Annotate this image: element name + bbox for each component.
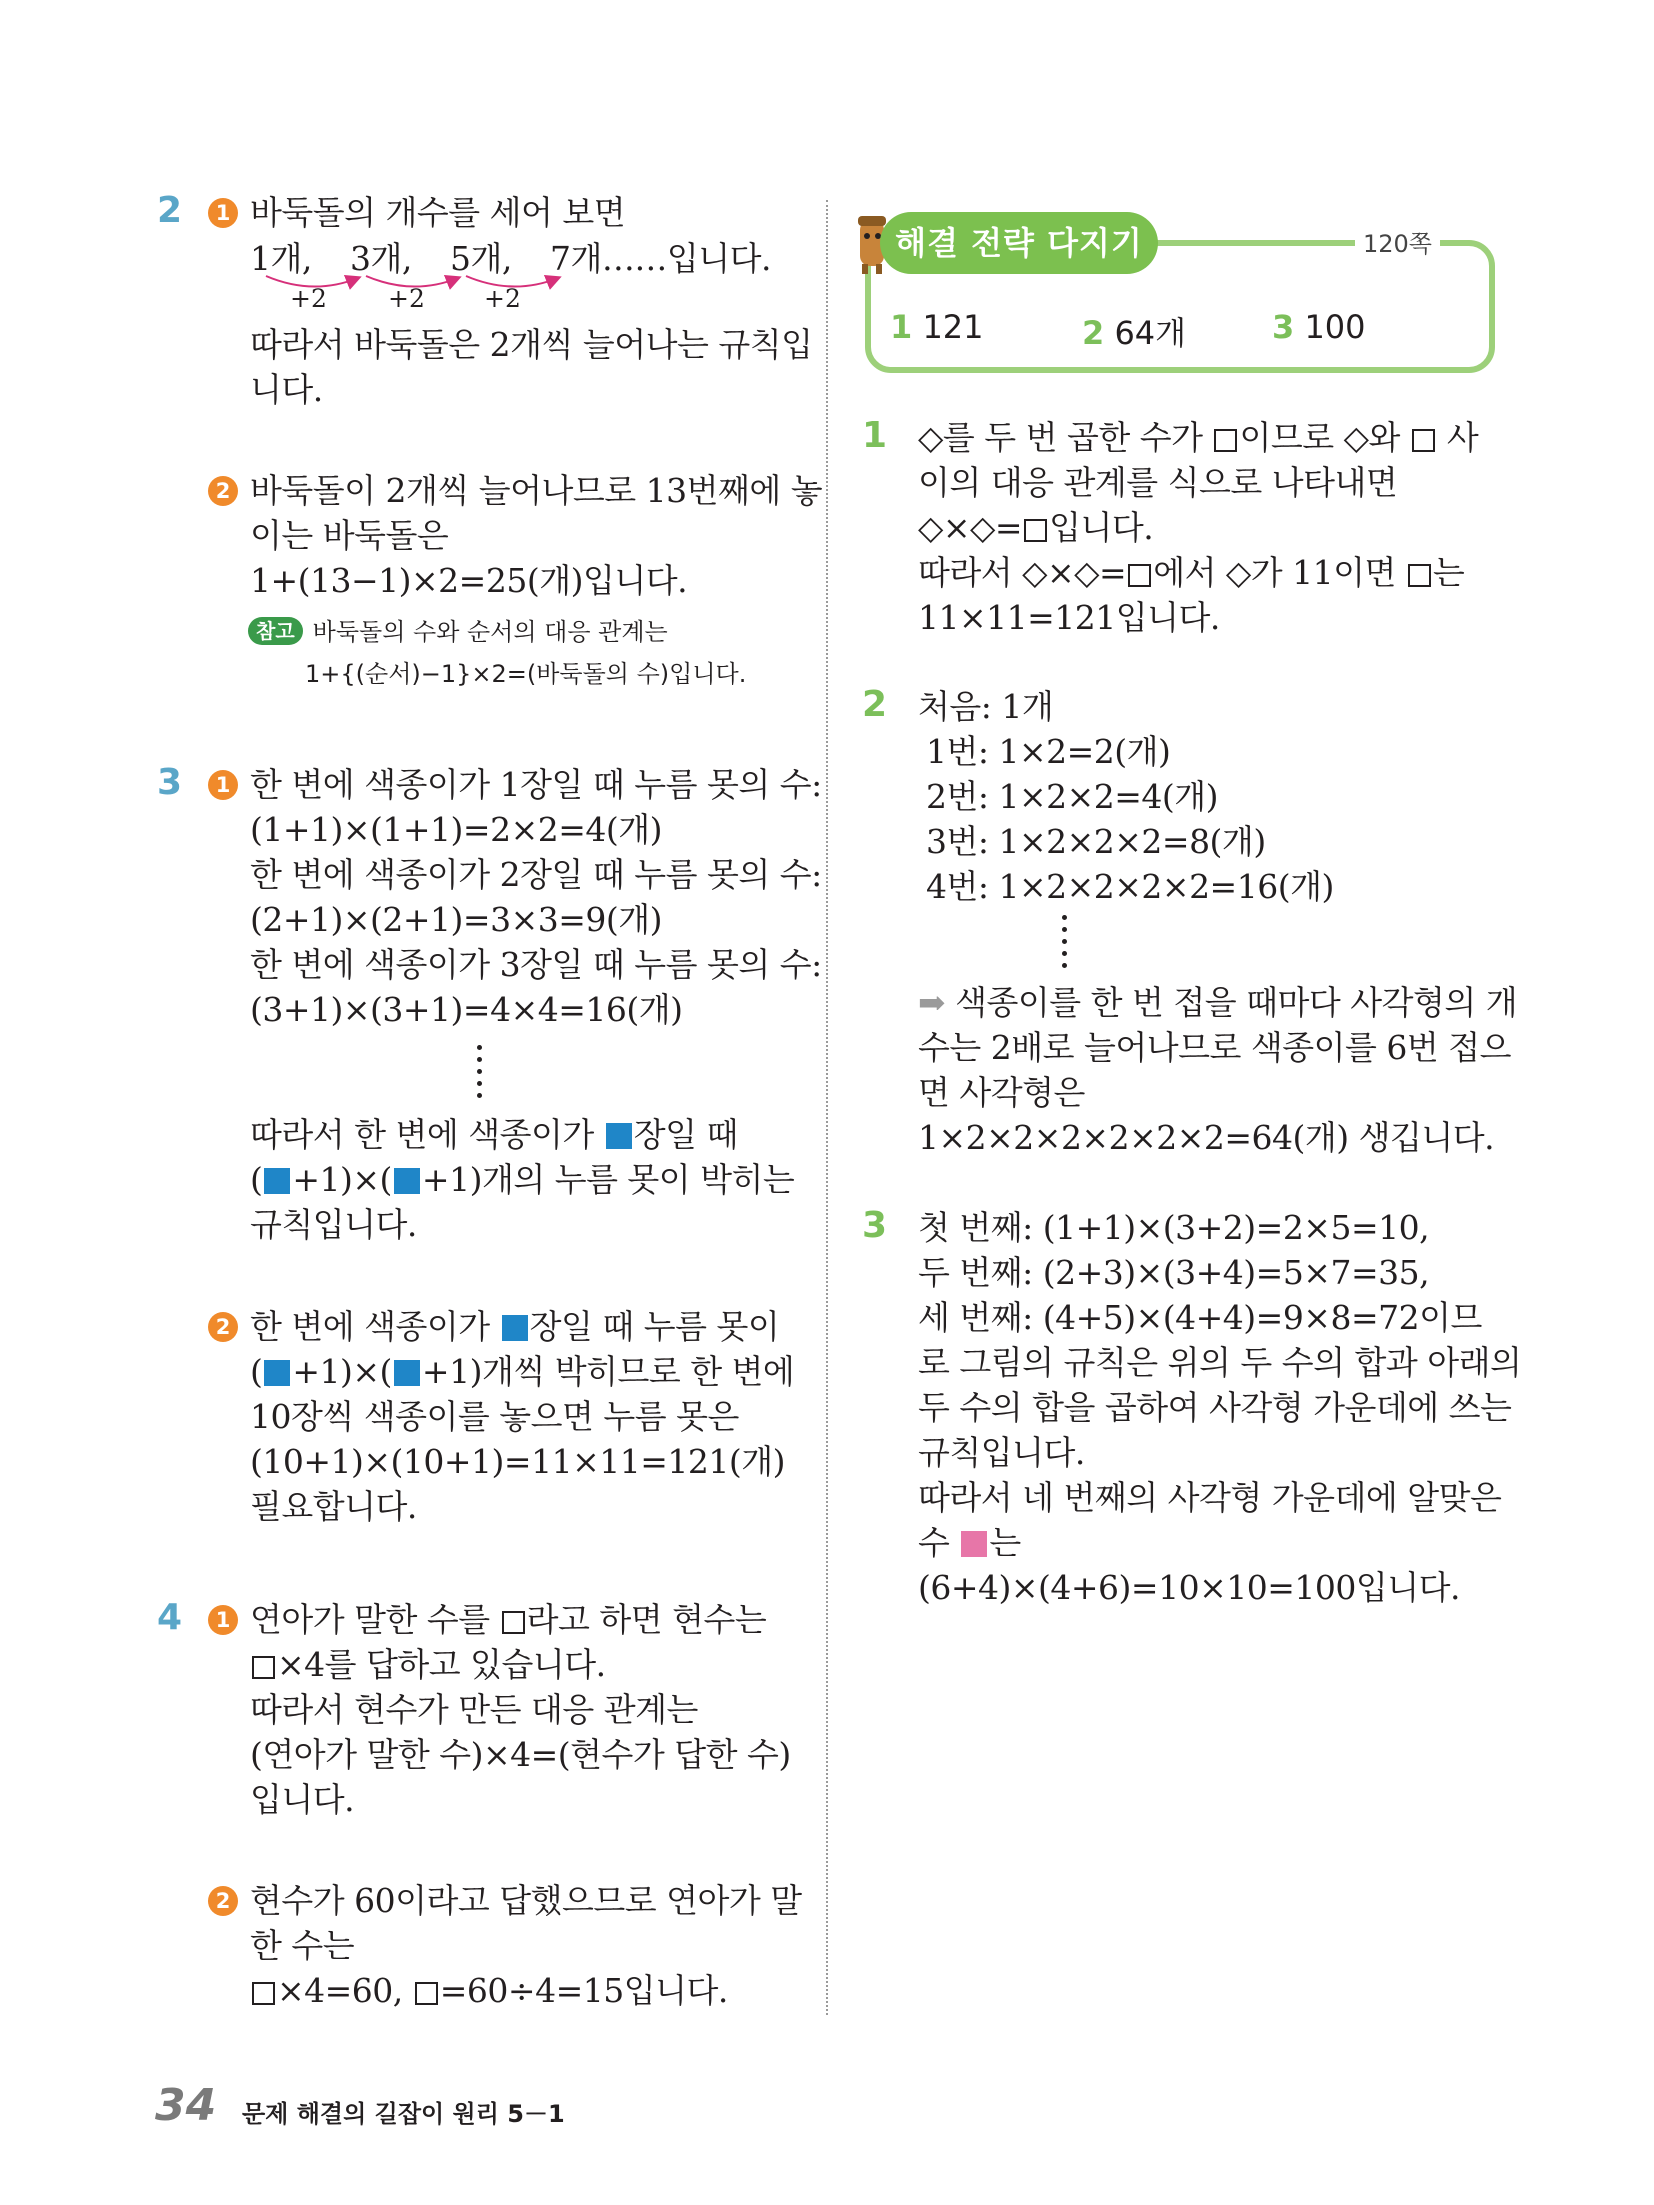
formula-line: ×4=60, =60÷4=15입니다. — [250, 1968, 728, 2013]
text-line: 규칙입니다. — [250, 1205, 417, 1244]
text-line: ×4를 답하고 있습니다. — [250, 1642, 606, 1687]
vertical-ellipsis — [477, 1045, 482, 1105]
formula-line: 두 번째: (2+3)×(3+4)=5×7=35, — [918, 1253, 1430, 1292]
sequence-item: 1개, — [250, 239, 312, 278]
text-line: 따라서 한 변에 색종이가 장일 때 — [250, 1115, 738, 1154]
step-marker-1: 1 — [208, 1605, 238, 1635]
text-line: 바둑돌이 2개씩 늘어나므로 13번째에 놓 — [250, 471, 823, 510]
note-formula: 1+{(순서)−1}×2=(바둑돌의 수)입니다. — [305, 660, 747, 688]
problem-number-4: 4 — [157, 1597, 183, 1638]
sequence-item: 5개, — [450, 239, 512, 278]
text-line: 이는 바둑돌은 — [250, 516, 449, 555]
text-line: 규칙입니다. — [918, 1433, 1085, 1472]
answer-item: 2 64개 — [1082, 314, 1187, 352]
blank-square-icon — [252, 1656, 275, 1679]
reference-note — [248, 612, 668, 652]
text-line: 입니다. — [250, 1780, 355, 1819]
blue-square-icon — [264, 1360, 290, 1386]
text-line: 필요합니다. — [250, 1487, 417, 1526]
step-marker-2: 2 — [208, 1886, 238, 1916]
formula-line: (연아가 말한 수)×4=(현수가 답한 수) — [250, 1735, 791, 1774]
blank-square-icon — [415, 1982, 438, 2005]
text-line: 따라서 네 번째의 사각형 가운데에 알맞은 — [918, 1478, 1502, 1517]
formula-line: 3번: 1×2×2×2=8(개) — [926, 822, 1266, 861]
answer-item: 1 121 — [890, 308, 984, 346]
vertical-ellipsis — [1062, 915, 1067, 975]
answer-item: 3 100 — [1272, 308, 1366, 346]
formula-line: 2번: 1×2×2=4(개) — [926, 777, 1219, 816]
note-text: 바둑돌의 수와 순서의 대응 관계는 — [312, 618, 668, 646]
blue-square-icon — [502, 1315, 528, 1341]
formula-line: (2+1)×(2+1)=3×3=9(개) — [250, 900, 662, 939]
pink-square-icon — [961, 1531, 987, 1557]
text-line: 이의 대응 관계를 식으로 나타내면 — [918, 463, 1398, 502]
text-line: 처음: 1개 — [918, 687, 1054, 726]
step-marker-1: 1 — [208, 198, 238, 228]
difference-label: +2 — [484, 284, 521, 313]
problem-number-2: 2 — [157, 190, 183, 231]
blank-square-icon — [1412, 429, 1435, 452]
blank-square-icon — [1214, 429, 1237, 452]
book-title: 문제 해결의 길잡이 원리 5－1 — [242, 2100, 565, 2128]
text-line: 수 는 — [918, 1523, 1021, 1562]
text-line: 바둑돌의 개수를 세어 보면 — [250, 193, 626, 232]
text-line: 따라서 바둑돌은 2개씩 늘어나는 규칙입 — [250, 325, 813, 364]
formula-line: 4번: 1×2×2×2×2=16(개) — [926, 867, 1334, 906]
text-line: 한 변에 색종이가 3장일 때 누름 못의 수: — [250, 945, 822, 984]
text-line: 연아가 말한 수를 라고 하면 현수는 — [250, 1600, 767, 1639]
formula-line: (10+1)×(10+1)=11×11=121(개) — [250, 1442, 785, 1481]
text-line: 한 변에 색종이가 1장일 때 누름 못의 수: — [250, 765, 822, 804]
text-line: 수는 2배로 늘어나므로 색종이를 6번 접으 — [918, 1028, 1511, 1067]
note-badge: 참고 — [248, 617, 303, 645]
formula-line: 11×11=121입니다. — [918, 598, 1220, 637]
text-line: ➡ 색종이를 한 번 접을 때마다 사각형의 개 — [918, 983, 1518, 1022]
formula-line: (1+1)×(1+1)=2×2=4(개) — [250, 810, 662, 849]
difference-label: +2 — [290, 284, 327, 313]
blank-square-icon — [1408, 564, 1431, 587]
text-line: 면 사각형은 — [918, 1073, 1085, 1112]
page-reference: 120쪽 — [1355, 224, 1440, 259]
text-line: 한 변에 색종이가 2장일 때 누름 못의 수: — [250, 855, 822, 894]
blue-square-icon — [394, 1360, 420, 1386]
formula-line: 1×2×2×2×2×2×2=64(개) 생깁니다. — [918, 1118, 1495, 1157]
text-line: ( +1)×( +1)개씩 박히므로 한 변에 — [250, 1352, 795, 1391]
text-line: 두 수의 합을 곱하여 사각형 가운데에 쓰는 — [918, 1388, 1512, 1427]
column-divider — [826, 200, 828, 2015]
text-line: 따라서 ◇×◇= 에서 ◇가 11이면 는 — [918, 553, 1465, 592]
text-line: 따라서 현수가 만든 대응 관계는 — [250, 1690, 698, 1729]
formula-line: 1+(13−1)×2=25(개)입니다. — [250, 561, 688, 600]
problem-number-1: 1 — [862, 415, 888, 456]
formula-line: ◇×◇= 입니다. — [918, 508, 1154, 547]
formula-line: (6+4)×(4+6)=10×10=100입니다. — [918, 1568, 1460, 1607]
problem-number-2: 2 — [862, 684, 888, 725]
blank-square-icon — [502, 1611, 525, 1634]
text-line: 10장씩 색종이를 놓으면 누름 못은 — [250, 1397, 739, 1436]
text-line: 한 수는 — [250, 1926, 355, 1965]
text-line: 현수가 60이라고 답했으므로 연아가 말 — [250, 1881, 802, 1920]
blue-square-icon — [264, 1168, 290, 1194]
difference-label: +2 — [388, 284, 425, 313]
formula-line: (3+1)×(3+1)=4×4=16(개) — [250, 990, 683, 1029]
formula-line: 첫 번째: (1+1)×(3+2)=2×5=10, — [918, 1208, 1430, 1247]
arrow-icon: ➡ — [918, 983, 946, 1022]
page-number: 34 — [155, 2080, 217, 2131]
formula-line: 세 번째: (4+5)×(4+4)=9×8=72이므 — [918, 1298, 1482, 1337]
step-marker-1: 1 — [208, 770, 238, 800]
problem-number-3: 3 — [862, 1205, 888, 1246]
sequence-item: 3개, — [350, 239, 412, 278]
text-line: ( +1)×( +1)개의 누름 못이 박히는 — [250, 1160, 795, 1199]
step-marker-2: 2 — [208, 1312, 238, 1342]
text-line: 로 그림의 규칙은 위의 두 수의 합과 아래의 — [918, 1343, 1522, 1382]
sequence-item: 7개……입니다. — [550, 239, 771, 278]
formula-line: 1번: 1×2=2(개) — [926, 732, 1171, 771]
text-line: 한 변에 색종이가 장일 때 누름 못이 — [250, 1307, 780, 1346]
problem-number-3: 3 — [157, 762, 183, 803]
blue-square-icon — [394, 1168, 420, 1194]
blank-square-icon — [252, 1982, 275, 2005]
text-line: 니다. — [250, 370, 323, 409]
step-marker-2: 2 — [208, 476, 238, 506]
blue-square-icon — [606, 1123, 632, 1149]
blank-square-icon — [1128, 564, 1151, 587]
text-line: ◇를 두 번 곱한 수가 이므로 ◇와 사 — [918, 418, 1479, 457]
strategy-title: 해결 전략 다지기 — [880, 212, 1158, 274]
blank-square-icon — [1024, 519, 1047, 542]
